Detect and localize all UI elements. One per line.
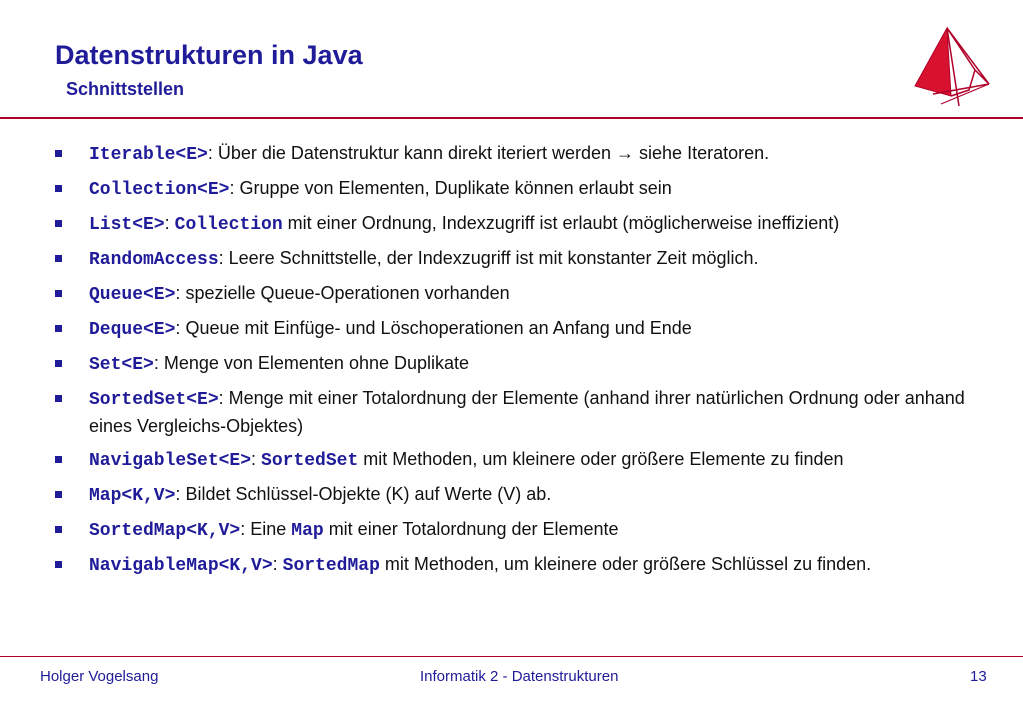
- list-item: [0, 140, 1010, 168]
- item-text: Leere Schnittstelle, der Indexzugriff ist mit konstanter Zeit möglich.: [228, 248, 759, 268]
- interface-name: Set<E>: [89, 355, 154, 375]
- square-bullet-icon: [55, 491, 62, 498]
- separator: :: [175, 318, 186, 338]
- square-bullet-icon: [55, 360, 62, 367]
- interface-name: List<E>: [89, 215, 165, 235]
- square-bullet-icon: [55, 185, 62, 192]
- footer-author: Holger Vogelsang: [40, 668, 159, 685]
- interface-name: NavigableMap<K,V>: [89, 556, 273, 576]
- list-item: [0, 551, 1010, 579]
- item-text-2: mit einer Totalordnung der Elemente: [323, 519, 619, 539]
- item-text: Eine: [250, 519, 292, 539]
- referenced-interface: Collection: [174, 215, 283, 235]
- list-item: [0, 516, 1010, 544]
- interface-name: NavigableSet<E>: [89, 451, 252, 471]
- page-number: 13: [970, 668, 987, 685]
- interface-name: RandomAccess: [89, 250, 219, 270]
- interface-name: SortedSet<E>: [89, 390, 219, 410]
- item-text: Bildet Schlüssel-Objekte (K) auf Werte (V) ab.: [185, 484, 552, 504]
- item-text: Queue mit Einfüge- und Löschoperationen an Anfang und Ende: [185, 318, 692, 338]
- square-bullet-icon: [55, 395, 62, 402]
- footer-divider: [0, 656, 1023, 657]
- item-text: mit Methoden, um kleinere oder größere Schlüssel zu finden.: [379, 554, 872, 574]
- interface-name: Map<K,V>: [89, 486, 176, 506]
- item-text: Gruppe von Elementen, Duplikate können erlaubt sein: [239, 178, 672, 198]
- separator: :: [218, 388, 229, 408]
- list-item: [0, 446, 1010, 474]
- interface-list: [0, 140, 1010, 586]
- separator: :: [272, 554, 283, 574]
- square-bullet-icon: [55, 255, 62, 262]
- square-bullet-icon: [55, 526, 62, 533]
- separator: :: [175, 283, 186, 303]
- interface-name: Iterable<E>: [89, 145, 208, 165]
- interface-name: Queue<E>: [89, 285, 176, 305]
- list-item: [0, 315, 1010, 343]
- list-item: [0, 175, 1010, 203]
- item-text-2: siehe Iteratoren.: [634, 143, 770, 163]
- item-text: spezielle Queue-Operationen vorhanden: [185, 283, 510, 303]
- item-text: Über die Datenstruktur kann direkt iteriert werden: [217, 143, 617, 163]
- header-divider: [0, 117, 1023, 119]
- interface-name: Deque<E>: [89, 320, 176, 340]
- square-bullet-icon: [55, 150, 62, 157]
- separator: :: [207, 143, 218, 163]
- separator: :: [164, 213, 175, 233]
- referenced-interface: SortedMap: [282, 556, 380, 576]
- interface-name: Collection<E>: [89, 180, 230, 200]
- separator: :: [251, 449, 262, 469]
- square-bullet-icon: [55, 456, 62, 463]
- item-text: mit Methoden, um kleinere oder größere Elemente zu finden: [358, 449, 844, 469]
- separator: :: [240, 519, 251, 539]
- referenced-interface: Map: [291, 521, 324, 541]
- separator: :: [153, 353, 164, 373]
- right-arrow-icon: →: [616, 143, 635, 163]
- list-item: [0, 385, 1010, 439]
- separator: :: [229, 178, 240, 198]
- square-bullet-icon: [55, 325, 62, 332]
- footer-course: Informatik 2 - Datenstrukturen: [420, 668, 619, 685]
- interface-name: SortedMap<K,V>: [89, 521, 241, 541]
- square-bullet-icon: [55, 220, 62, 227]
- list-item: [0, 280, 1010, 308]
- referenced-interface: SortedSet: [261, 451, 359, 471]
- item-text: Menge von Elementen ohne Duplikate: [163, 353, 470, 373]
- item-text: mit einer Ordnung, Indexzugriff ist erlaubt (möglicherweise ineffizient): [282, 213, 840, 233]
- separator: :: [218, 248, 229, 268]
- separator: :: [175, 484, 186, 504]
- page-subtitle: Schnittstellen: [66, 79, 185, 99]
- list-item: [0, 210, 1010, 238]
- list-item: [0, 245, 1010, 273]
- item-text: Menge mit einer Totalordnung der Elemente (anhand ihrer natürlichen Ordnung oder anhand eines Vergleichs-Objektes): [89, 388, 965, 436]
- page-title: Datenstrukturen in Java: [55, 40, 363, 70]
- square-bullet-icon: [55, 561, 62, 568]
- sailboat-logo-icon: [911, 26, 993, 112]
- list-item: [0, 481, 1010, 509]
- square-bullet-icon: [55, 290, 62, 297]
- list-item: [0, 350, 1010, 378]
